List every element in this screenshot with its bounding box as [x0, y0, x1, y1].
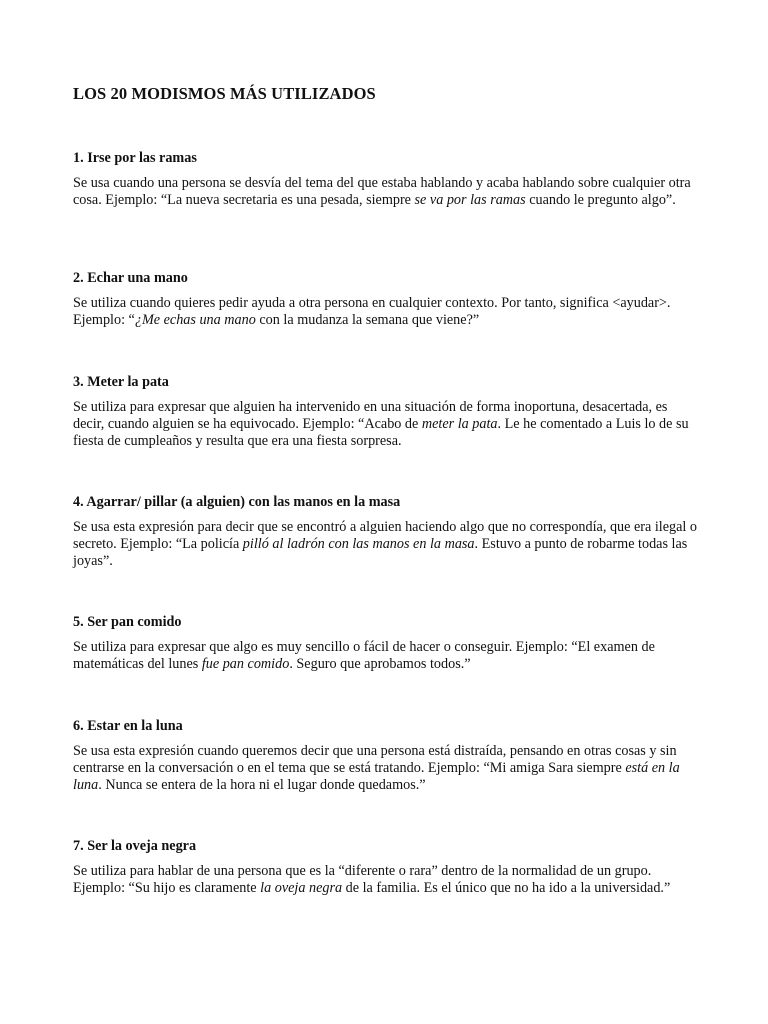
paragraph-text: Se usa cuando una persona se desvía del tema del que estaba hablando y acaba hablando sobre cualquier otra cosa. Ejemplo: “La nueva secretaria es una pesada, siempre	[73, 175, 691, 208]
paragraph-text: . Seguro que aprobamos todos.”	[289, 656, 471, 672]
idiom-example-italic: se va por las ramas	[414, 192, 526, 208]
idiom-example-italic: meter la pata	[421, 416, 498, 432]
idiom-example-italic: la oveja negra	[260, 880, 343, 896]
idiom-section-6	[73, 718, 701, 794]
idiom-section-4	[73, 494, 701, 570]
idiom-example-italic: está en la luna	[73, 760, 680, 793]
idiom-section-1	[73, 150, 701, 209]
section-heading: 7. Ser la oveja negra	[73, 838, 197, 854]
paragraph-text: Se utiliza para expresar que alguien ha intervenido en una situación de forma inoportuna, desacertada, es decir, cuando alguien se ha equivocado. Ejemplo: “Acabo de	[73, 399, 668, 432]
idiom-section-7	[73, 838, 701, 897]
section-heading: 2. Echar una mano	[73, 270, 188, 286]
paragraph-text: con la mudanza la semana que viene?”	[255, 312, 480, 328]
paragraph-text: . Nunca se entera de la hora ni el lugar donde quedamos.”	[98, 777, 426, 793]
section-heading: 5. Ser pan comido	[73, 614, 182, 630]
paragraph-text: de la familia. Es el único que no ha ido a la universidad.”	[342, 880, 671, 896]
idiom-section-5	[73, 614, 701, 673]
paragraph-text: cuando le pregunto algo”.	[525, 192, 676, 208]
paragraph-text: Se utiliza para hablar de una persona que es la “diferente o rara” dentro de la normalidad de un grupo. Ejemplo: “Su hijo es claramente	[73, 863, 652, 896]
section-paragraph	[73, 863, 701, 897]
section-heading: 3. Meter la pata	[73, 374, 169, 390]
section-paragraph	[73, 519, 701, 570]
section-heading: 4. Agarrar/ pillar (a alguien) con las manos en la masa	[73, 494, 401, 510]
idiom-example-italic: fue pan comido	[201, 656, 290, 672]
section-paragraph	[73, 175, 701, 209]
idiom-example-italic: ¿Me echas una mano	[134, 312, 256, 328]
paragraph-text: . Le he comentado a Luis lo de su fiesta de cumpleaños y resulta que era una fiesta sorpresa.	[73, 416, 689, 449]
section-paragraph	[73, 295, 701, 329]
paragraph-text: Se utiliza cuando quieres pedir ayuda a otra persona en cualquier contexto. Por tanto, significa <ayudar>. Ejemplo: “	[73, 295, 671, 328]
document-title: LOS 20 MODISMOS MÁS UTILIZADOS	[73, 84, 376, 103]
paragraph-text: . Estuvo a punto de robarme todas las joyas”.	[73, 536, 688, 569]
section-paragraph	[73, 399, 701, 450]
paragraph-text: Se utiliza para expresar que algo es muy sencillo o fácil de hacer o conseguir. Ejemplo: “El examen de matemáticas del lunes	[73, 639, 655, 672]
section-heading: 1. Irse por las ramas	[73, 150, 197, 166]
section-heading: 6. Estar en la luna	[73, 718, 183, 734]
section-paragraph	[73, 639, 701, 673]
section-paragraph	[73, 743, 701, 794]
idiom-section-2	[73, 270, 701, 329]
paragraph-text: Se usa esta expresión cuando queremos decir que una persona está distraída, pensando en otras cosas y sin centrarse en la conversación o en el tema que se está tratando. Ejemplo: “Mi amiga Sara siempre	[73, 743, 677, 776]
idiom-example-italic: pilló al ladrón con las manos en la masa	[242, 536, 475, 552]
paragraph-text: Se usa esta expresión para decir que se encontró a alguien haciendo algo que no correspondía, que era ilegal o secreto. Ejemplo: “La policía	[73, 519, 698, 552]
idiom-section-3	[73, 374, 701, 450]
